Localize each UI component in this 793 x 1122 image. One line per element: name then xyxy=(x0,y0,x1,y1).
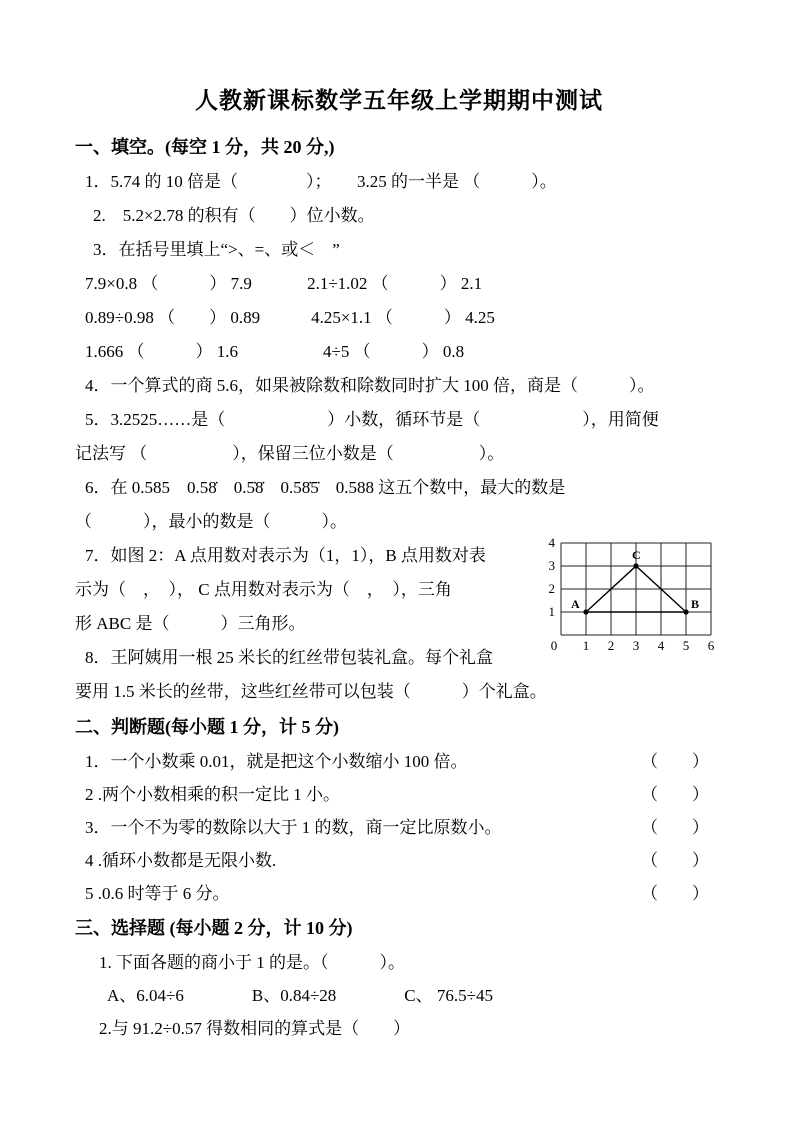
section-choice xyxy=(75,910,723,1045)
fill-line: 4．一个算式的商 5.6，如果被除数和除数同时扩大 100 倍，商是（ ）。 xyxy=(85,376,655,395)
judge-item-text: 1．一个小数乘 0.01，就是把这个小数缩小 100 倍。 xyxy=(85,752,468,771)
fill-lines-with-figure xyxy=(75,535,723,709)
judge-answer-bracket: （ ） xyxy=(641,752,709,771)
judge-answer-bracket: （ ） xyxy=(641,851,709,870)
fill-line: 6．在 0.585 0.58̇ 0.5̇8̇ 0.58̇5̇ 0.588 这五个数中，最大的数是 xyxy=(85,478,566,497)
judge-answer-bracket: （ ） xyxy=(641,785,709,804)
judge-item xyxy=(75,811,709,844)
fill-line: 3．在括号里填上“>、=、或＜ ” xyxy=(93,240,340,259)
page-title: 人教新课标数学五年级上学期期中测试 xyxy=(195,88,603,113)
judge-item xyxy=(75,745,709,778)
judge-item-text: 5 .0.6 时等于 6 分。 xyxy=(85,884,230,903)
fill-line: 要用 1.5 米长的丝带，这些红丝带可以包装（ ）个礼盒。 xyxy=(75,682,547,701)
svg-text:2: 2 xyxy=(607,638,615,653)
svg-text:6: 6 xyxy=(707,638,715,653)
fill-line: 8．王阿姨用一根 25 米长的红丝带包装礼盒。每个礼盒 xyxy=(85,648,493,667)
judge-item-text: 4 .循环小数都是无限小数. xyxy=(85,851,277,870)
section-fill xyxy=(75,129,723,709)
judge-items xyxy=(75,745,709,910)
fill-line: 记法写 （ ），保留三位小数是（ ）。 xyxy=(75,444,505,463)
fill-lines-top xyxy=(75,165,723,539)
judge-item xyxy=(75,844,709,877)
fill-line: 5．3.2525……是（ ）小数，循环节是（ ），用简便 xyxy=(85,410,659,429)
judge-item xyxy=(75,877,709,910)
coordinate-grid xyxy=(543,533,721,660)
section-judge xyxy=(75,709,723,910)
choice-line: A、6.04÷6 B、0.84÷28 C、 76.5÷45 xyxy=(107,986,493,1005)
fill-line: 0.89÷0.98 （ ） 0.89 4.25×1.1 （ ） 4.25 xyxy=(85,308,495,327)
svg-text:2: 2 xyxy=(548,581,555,596)
judge-item-text: 2 .两个小数相乘的积一定比 1 小。 xyxy=(85,785,340,804)
svg-text:1: 1 xyxy=(582,638,590,653)
svg-text:C: C xyxy=(632,548,641,562)
fill-line: 7.9×0.8 （ ） 7.9 2.1÷1.02 （ ） 2.1 xyxy=(85,274,483,293)
svg-text:1: 1 xyxy=(548,604,555,619)
choice-line: 1. 下面各题的商小于 1 的是。（ ）。 xyxy=(99,953,405,972)
fill-line: 7．如图 2：A 点用数对表示为（1，1），B 点用数对表 xyxy=(85,546,486,565)
section-fill-heading: 一、填空。(每空 1 分，共 20 分,) xyxy=(75,137,335,157)
svg-text:3: 3 xyxy=(632,638,640,653)
section-choice-heading: 三、选择题 (每小题 2 分，计 10 分) xyxy=(75,918,353,938)
fill-line: 1．5.74 的 10 倍是（ ）； 3.25 的一半是 （ ）。 xyxy=(85,172,557,191)
fill-line: 示为（ ， ）， C 点用数对表示为（ ， ），三角 xyxy=(75,580,452,599)
fill-line: 2. 5.2×2.78 的积有（ ）位小数。 xyxy=(93,206,375,225)
judge-item xyxy=(75,778,709,811)
section-judge-heading: 二、判断题(每小题 1 分，计 5 分) xyxy=(75,717,339,737)
svg-text:0: 0 xyxy=(550,638,558,653)
svg-text:B: B xyxy=(691,597,700,611)
choice-lines xyxy=(75,946,723,1045)
judge-answer-bracket: （ ） xyxy=(641,884,709,903)
fill-line: 1.666 （ ） 1.6 4÷5 （ ） 0.8 xyxy=(85,342,465,361)
svg-text:4: 4 xyxy=(548,535,555,550)
svg-text:5: 5 xyxy=(682,638,690,653)
fill-line: 形 ABC 是（ ）三角形。 xyxy=(75,614,306,633)
judge-item-text: 3．一个不为零的数除以大于 1 的数，商一定比原数小。 xyxy=(85,818,502,837)
svg-text:4: 4 xyxy=(657,638,665,653)
choice-line: 2.与 91.2÷0.57 得数相同的算式是（ ） xyxy=(99,1019,411,1038)
svg-text:A: A xyxy=(571,597,580,611)
svg-text:3: 3 xyxy=(548,558,555,573)
judge-answer-bracket: （ ） xyxy=(641,818,709,837)
fill-line: （ ），最小的数是（ ）。 xyxy=(75,512,347,531)
